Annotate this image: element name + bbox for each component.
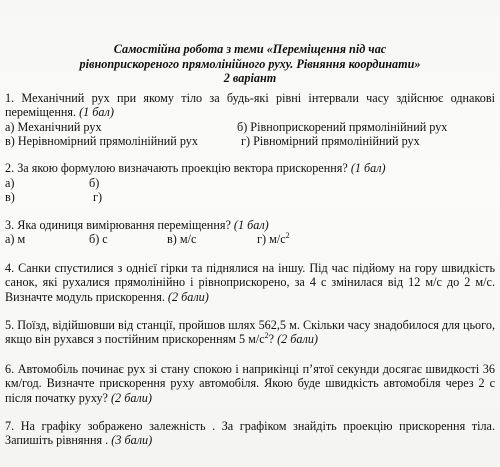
- question-4: [5, 261, 495, 304]
- worksheet-header: [0, 42, 500, 86]
- q3-option-a: а) м: [5, 232, 26, 246]
- question-1: [5, 91, 495, 120]
- question-5-text: 5. Поїзд, відійшовши від станції, пройшов шлях 562,5 м. Скільки часу знадобилося для цього, якщо він рухався з постійним прискоренням 5 м/с: [5, 318, 495, 347]
- question-3: [5, 218, 495, 232]
- question-5-exponent: 2: [264, 331, 269, 341]
- question-3-text: 3. Яка одиниця вимірювання переміщення?: [5, 218, 231, 232]
- question-6: [5, 362, 495, 405]
- q3-option-g-exponent: 2: [285, 230, 290, 240]
- q1-option-a: а) Механічний рух: [5, 120, 102, 134]
- question-7-text: 7. На графіку зображено залежність . За графіком знайдіть проекцію прискорення тіла. Запишіть рівняння .: [5, 419, 495, 448]
- q1-option-v: в) Нерівномірний прямолінійний рух: [5, 134, 198, 148]
- question-1-points: (1 бал): [79, 105, 114, 120]
- question-4-points: (2 бали): [167, 289, 209, 304]
- q2-option-v: в): [5, 190, 15, 204]
- q2-option-a: а): [5, 176, 15, 190]
- question-3-points: (1 бал): [233, 218, 269, 232]
- question-7-points: (3 бали): [111, 433, 153, 448]
- q3-option-g: г) $м/с^2$: [257, 230, 290, 246]
- q2-option-b: б): [89, 176, 100, 190]
- q3-option-v: в) м/с: [167, 232, 197, 246]
- question-5: [5, 318, 495, 347]
- question-6-text: 6. Автомобіль починає рух зі стану спокою і наприкінці п’ятої секунди досягає швидкості 36 км/год. Визначте прискорення руху автомобіля. Якою буде швидкість автомобіля через 2 с після початку руху?: [5, 362, 495, 405]
- question-7: [5, 419, 495, 448]
- q2-option-g: г): [93, 190, 103, 204]
- q1-option-b: б) Рівноприскорений прямолінійний рух: [237, 120, 448, 134]
- question-6-points: (2 бали): [111, 390, 152, 405]
- question-4-text: 4. Санки спустилися з однієї гірки та піднялися на іншу. Під час підйому на гору швидкість санок, які рухалися прямолінійно і рівноприскорено, за 4 с змінилася від 12 м/с до 2 м/с. Визначте модуль прискорення.: [5, 261, 495, 304]
- title-line-1: Самостійна робота з теми «Переміщення під час: [113, 42, 387, 56]
- variant-label: 2 варіант: [223, 71, 277, 85]
- question-5-text-end: ?: [268, 332, 275, 347]
- title-line-2: рівноприскореного прямолінійного руху. Рівняння координати»: [79, 56, 421, 71]
- q1-option-g: г) Рівномірний прямолінійний рух: [241, 134, 420, 148]
- q3-option-b: б) с: [89, 232, 108, 246]
- question-2: [5, 161, 495, 175]
- question-5-points: (2 бали): [277, 332, 318, 347]
- question-2-text: 2. За якою формулою визначають проекцію вектора прискорення?: [5, 161, 348, 175]
- question-2-points: (1 бал): [350, 161, 386, 175]
- question-1-text: 1. Механічний рух при якому тіло за будь-які рівні інтервали часу здійснює однакові переміщення.: [5, 91, 495, 120]
